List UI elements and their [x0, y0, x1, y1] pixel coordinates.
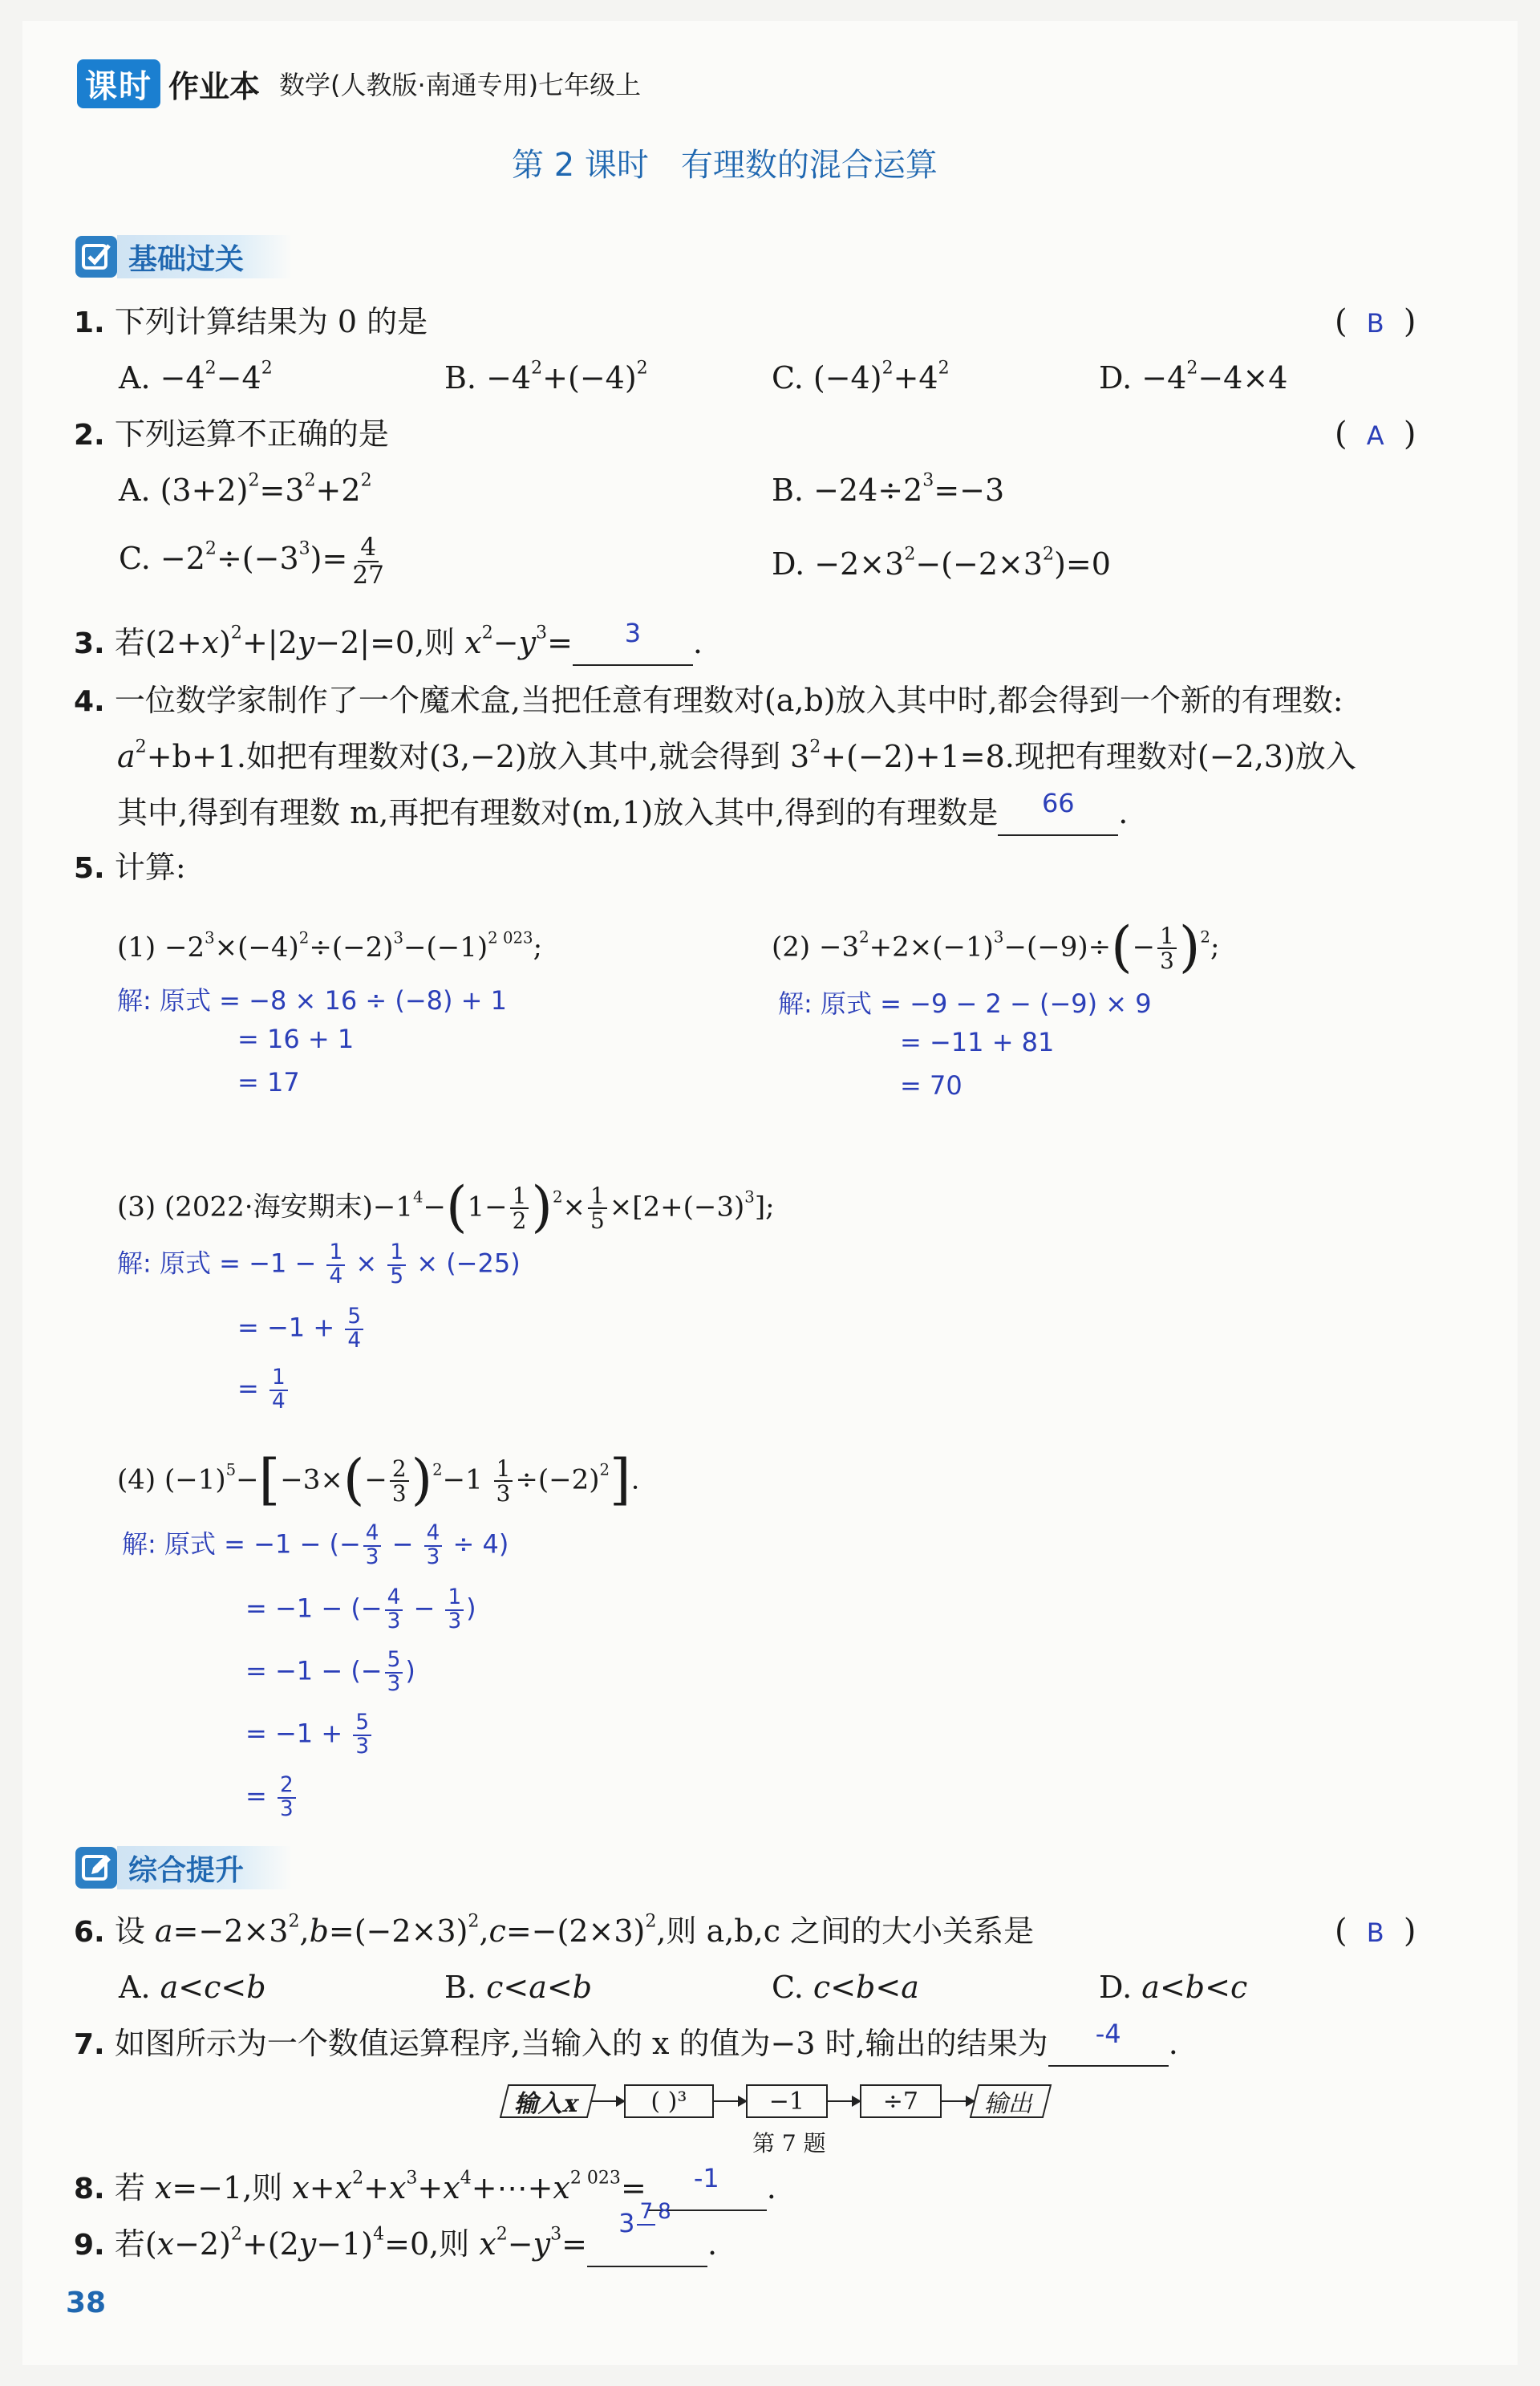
logo-book: 作业本 [168, 68, 261, 104]
q4-line3: 其中,得到有理数 m,再把有理数对(m,1)放入其中,得到的有理数是 66 . [117, 793, 1128, 836]
q2-option-a: A. $(3+2)^2=3^2+2^2$ [119, 470, 372, 508]
page-number: 38 [66, 2287, 107, 2319]
q5-part1-solution-1: 解: 原式 = −8 × 16 ÷ (−8) + 1 [117, 985, 507, 1016]
q5: 5. 计算: [74, 850, 186, 885]
q5-part4-solution-5: = $\frac{2}{3}$ [245, 1775, 298, 1820]
q6-answer-bracket: ( B ) [1335, 1913, 1416, 1950]
q5-part1-solution-2: = 16 + 1 [237, 1024, 355, 1054]
section-basic-title: 基础过关 [117, 235, 292, 278]
q2-answer: A [1366, 420, 1384, 451]
q2-answer-bracket: ( A ) [1335, 416, 1416, 452]
q6-option-b: B. c<a<b [444, 1970, 593, 2005]
logo-badge: 课时 [77, 59, 160, 108]
q5-part4-solution-1: 解: 原式 = −1 − (− $\frac{4}{3}$ − $\frac{4}{3}$ ÷ 4) [122, 1521, 509, 1569]
q7-answer: -4 [1095, 2019, 1121, 2049]
q2-option-c: C. $-2^2\div(-3^3)=$ $\frac{4}{27}$ [119, 533, 384, 590]
flow-input: 输入x [500, 2084, 596, 2118]
q9: 9. 若$(x-2)^2+(2y-1)^4=0$,则 $x^2-y^3=3$ 7 8. [74, 2224, 717, 2267]
q6-option-a: A. a<c<b [119, 1970, 266, 2005]
q6: 6. 设 $a=-2\times 3^2,b=(-2\times 3)^2,c=-(2\times 3)^2$,则 a,b,c 之间的大小关系是 [74, 1911, 1035, 1949]
q3: 3. 若$(2+x)^2+|2y-2|=0$,则 $x^2-y^3= 3$ . [74, 623, 703, 666]
q5-part4-solution-4: = −1 + $\frac{5}{3}$ [245, 1712, 374, 1758]
q7: 7. 如图所示为一个数值运算程序,当输入的 x 的值为−3 时,输出的结果为 -4 . [74, 2023, 1178, 2067]
flow-minus-one: −1 [746, 2084, 828, 2118]
q2-stem: 下列运算不正确的是 [114, 416, 389, 452]
q4-line2: $a^2+b+1$.如把有理数对(3,−2)放入其中,就会得到 $3^2+(-2)+1=8$.现把有理数对(−2,3)放入 [117, 736, 1356, 774]
q6-option-c: C. c<b<a [772, 1970, 919, 2005]
q1: 1. 下列计算结果为 0 的是 [74, 304, 428, 339]
flow-output: 输出 [970, 2084, 1052, 2118]
q1-option-b: B. $-4^2+(-4)^2$ [444, 358, 648, 396]
checkbox-icon [75, 236, 117, 278]
q4-line1: 4. 一位数学家制作了一个魔术盒,当把任意有理数对(a,b)放入其中时,都会得到一个新的有理数: [74, 683, 1343, 718]
arrow-icon [592, 2100, 624, 2102]
q5-part3-solution-3: = $\frac{1}{4}$ [237, 1367, 290, 1413]
q5-part4-solution-3: = −1 − (− $\frac{5}{3}$ ) [245, 1648, 415, 1696]
arrow-icon [714, 2100, 746, 2102]
q5-part1: $(1) -2^3\times(-4)^2\div(-2)^3-(-1)^{2 023}$; [117, 928, 543, 964]
q5-part1-solution-3: = 17 [237, 1067, 300, 1098]
q1-option-c: C. $(-4)^2+4^2$ [772, 358, 950, 396]
flow-divide-seven: ÷7 [860, 2084, 942, 2118]
subject-label: 数学(人教版·南通专用)七年级上 [279, 70, 642, 100]
q7-caption: 第 7 题 [752, 2130, 826, 2157]
q4-answer: 66 [1041, 788, 1075, 818]
q5-part2-solution-1: 解: 原式 = −9 − 2 − (−9) × 9 [778, 988, 1152, 1019]
q5-part4-solution-2: = −1 − (− $\frac{4}{3}$ − $\frac{1}{3}$ ) [245, 1585, 476, 1633]
q8-answer: -1 [693, 2163, 719, 2193]
section-advanced [75, 1842, 292, 1893]
lesson-title: 第 2 课时 有理数的混合运算 [512, 147, 938, 184]
q3-answer: 3 [624, 618, 642, 648]
q1-answer-bracket: ( B ) [1335, 303, 1416, 340]
q1-answer: B [1366, 308, 1384, 339]
q1-option-d: D. $-4^2-4\times 4$ [1099, 358, 1288, 396]
workbook-page [22, 21, 1518, 2365]
q5-part2-solution-3: = 70 [900, 1070, 962, 1101]
q2-option-b: B. $-24\div 2^3=-3$ [772, 470, 1005, 508]
flow-cube: ( )³ [624, 2084, 714, 2118]
q2: 2. 下列运算不正确的是 [74, 416, 389, 452]
q1-option-a: A. $-4^2-4^2$ [119, 358, 273, 396]
q5-part2: $(2) -3^2+2\times(-1)^3-(-9)\div(-$ $\frac{1}{3}$ )$^2$; [772, 915, 1220, 980]
q6-option-d: D. a<b<c [1099, 1970, 1248, 2005]
q5-part3-solution-1: 解: 原式 = −1 − $\frac{1}{4}$ × $\frac{1}{5}$ × (−25) [117, 1240, 521, 1288]
q1-stem: 下列计算结果为 0 的是 [114, 304, 428, 339]
q5-part4: (4) $(-1)^5-[-3\times(-$ $\frac{2}{3}$ )$^2$−1 $\frac{1}{3}$ $\div(-2)^2$]. [117, 1448, 640, 1512]
q8: 8. 若 x=−1,则 $x+x^2+x^3+x^4+\cdots+x^{2 023}= -1$ . [74, 2168, 776, 2211]
section-advanced-title: 综合提升 [117, 1846, 292, 1889]
section-basic [75, 231, 292, 282]
pencil-icon [75, 1847, 117, 1889]
header-logo [77, 61, 641, 106]
q5-part3-solution-2: = −1 + $\frac{5}{4}$ [237, 1306, 366, 1352]
q6-answer: B [1366, 1917, 1384, 1948]
arrow-icon [828, 2100, 860, 2102]
q5-part3: (3) (2022·海安期末)$-1^4-(1-$ $\frac{1}{2}$ )$^2$× $\frac{1}{5}$ $\times[2+(-3)^3]$; [117, 1175, 775, 1240]
q9-answer: 3 7 8 [618, 2200, 671, 2238]
q2-option-d: D. $-2\times 3^2-(-2\times 3^2)=0$ [772, 544, 1111, 582]
q5-part2-solution-2: = −11 + 81 [900, 1027, 1055, 1057]
q7-flowchart [504, 2084, 1048, 2118]
arrow-icon [942, 2100, 974, 2102]
